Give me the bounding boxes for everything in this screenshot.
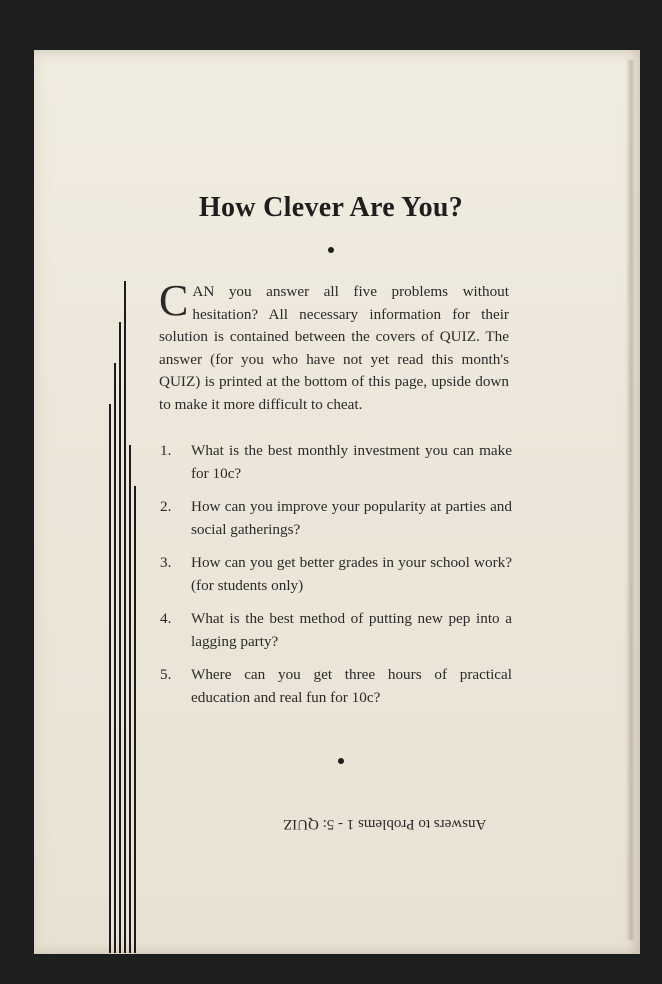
vertical-rule <box>124 281 126 953</box>
question-number: 2. <box>160 498 172 515</box>
drop-cap: C <box>159 276 189 325</box>
question-list <box>160 440 512 720</box>
vertical-rule <box>114 363 116 953</box>
list-item <box>160 440 512 485</box>
vertical-rule <box>129 445 131 953</box>
question-number: 1. <box>160 442 172 459</box>
question-text: What is the best method of putting new pep into a lagging party? <box>191 610 512 650</box>
question-text: How can you improve your popularity at parties and social gatherings? <box>191 498 512 538</box>
intro-text: AN you answer all five problems without hesitation? All necessary information for their solution is contained between the covers of QUIZ. The answer (for you who have not yet read this month's QUIZ) is printed at the bottom of this page, upside down to make it more difficult to cheat. <box>159 283 509 413</box>
question-text: Where can you get three hours of practical education and real fun for 10c? <box>191 666 512 706</box>
list-item <box>160 664 512 709</box>
vertical-rule <box>109 404 111 953</box>
list-item <box>160 608 512 653</box>
list-item <box>160 552 512 597</box>
page-title: How Clever Are You? <box>198 192 464 223</box>
question-number: 5. <box>160 666 172 683</box>
question-text: How can you get better grades in your school work? (for students only) <box>191 554 512 594</box>
vertical-rule <box>119 322 121 953</box>
vertical-rule <box>134 486 136 953</box>
intro-paragraph <box>159 276 509 417</box>
question-text: What is the best monthly investment you can make for 10c? <box>191 442 512 482</box>
question-number: 3. <box>160 554 172 571</box>
question-number: 4. <box>160 610 172 627</box>
ornament-dot-top <box>328 247 334 253</box>
ornament-dot-bottom <box>338 758 344 764</box>
list-item <box>160 496 512 541</box>
upside-down-answer: Answers to Problems 1 - 5: QUIZ <box>283 816 487 832</box>
